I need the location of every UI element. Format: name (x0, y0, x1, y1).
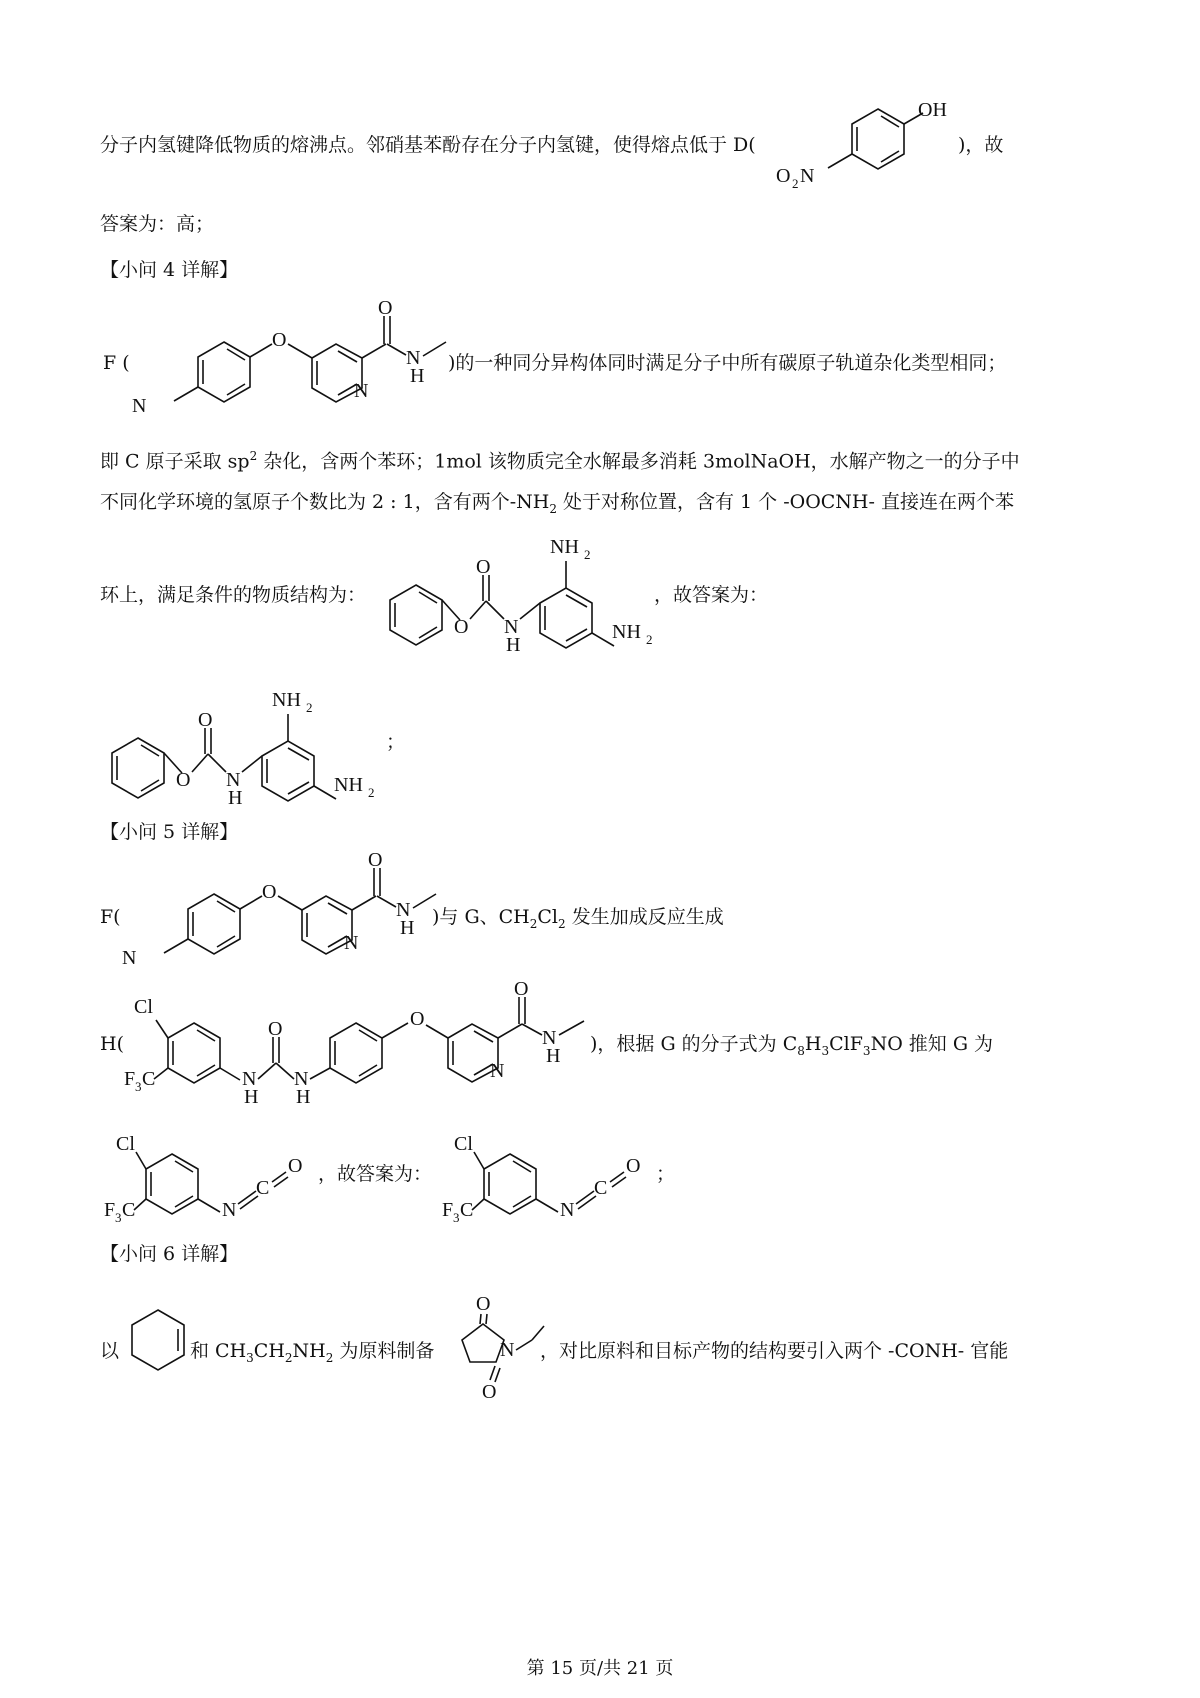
svg-text:O: O (776, 165, 791, 187)
amide-o: O (378, 297, 393, 319)
text-line: ，故答案为： (654, 584, 769, 606)
oh-label: OH (918, 99, 947, 121)
text-line: 即 C 原子采取 $sp^2$ 杂化，含两个苯环；1mol 该物质完全水解最多消耗 3molNaOH，水解产物之一的分子中 (100, 449, 1020, 473)
text-line: 和 $CH_3CH_2NH_2$ 为原料制备 (190, 1340, 435, 1365)
svg-text:O: O (482, 1381, 497, 1403)
compound-h-structure (118, 975, 608, 1110)
text-line: F( (100, 906, 121, 928)
ether-o: O (272, 329, 287, 351)
compound-f-structure (128, 297, 458, 420)
text-line: 分子内氢键降低物质的熔沸点。邻硝基苯酚存在分子内氢键，使得熔点低于 D( (100, 134, 756, 156)
svg-text:N: N (242, 1068, 257, 1090)
svg-text:O: O (288, 1155, 303, 1177)
text-line: 答案为：高； (100, 213, 215, 235)
svg-text:H: H (506, 634, 521, 656)
text-line: )与 G、$CH_2Cl_2$ 发生加成反应生成 (432, 906, 724, 931)
svg-text:N: N (504, 616, 519, 638)
svg-text:3: 3 (115, 1210, 122, 1225)
text-line: 不同化学环境的氢原子个数比为 2 : 1，含有两个$-NH_2$ 处于对称位置，含有 1 个 -OOCNH- 直接连在两个苯 (100, 491, 1014, 516)
isocyanate-structure-1 (100, 1122, 330, 1232)
text-line: 以 (100, 1340, 120, 1362)
svg-text:N: N (122, 947, 137, 969)
svg-text:2: 2 (646, 632, 653, 647)
section-heading: 【小问 5 详解】 (100, 821, 239, 843)
svg-text:Cl: Cl (454, 1133, 473, 1155)
svg-text:O: O (410, 1008, 425, 1030)
svg-text:N: N (560, 1199, 575, 1221)
svg-text:C: C (594, 1177, 608, 1199)
svg-text:N: N (226, 769, 241, 791)
pyridine-n: N (354, 380, 369, 402)
svg-text:O: O (454, 616, 469, 638)
svg-text:N: N (542, 1027, 557, 1049)
svg-text:C: C (122, 1199, 136, 1221)
svg-text:F: F (104, 1199, 116, 1221)
svg-text:C: C (460, 1199, 474, 1221)
svg-text:N: N (800, 165, 815, 187)
h2n-label: N (132, 395, 147, 417)
svg-text:N: N (222, 1199, 237, 1221)
svg-text:O: O (262, 881, 277, 903)
imide-n: N (500, 1339, 515, 1361)
svg-text:2: 2 (584, 547, 591, 562)
svg-text:H: H (244, 1086, 259, 1108)
svg-text:N: N (396, 899, 411, 921)
svg-text:O: O (514, 978, 529, 1000)
svg-text:C: C (142, 1068, 156, 1090)
svg-text:N: N (294, 1068, 309, 1090)
svg-text:H: H (296, 1086, 311, 1108)
svg-text:C: C (256, 1177, 270, 1199)
section-heading: 【小问 4 详解】 (100, 259, 239, 281)
text-line: ； (386, 731, 406, 753)
svg-text:O: O (268, 1018, 283, 1040)
svg-text:O: O (476, 556, 491, 578)
text-line: ，故答案为： (318, 1163, 433, 1185)
text-line: 环上，满足条件的物质结构为： (100, 584, 367, 606)
text-line: ； (656, 1163, 676, 1185)
svg-text:3: 3 (135, 1079, 142, 1094)
text-line: )，故 (958, 134, 1004, 156)
text-line: H( (100, 1033, 124, 1055)
svg-text:2: 2 (792, 176, 799, 191)
p-nitrophenol-structure (768, 96, 968, 196)
svg-text:O: O (176, 769, 191, 791)
svg-text:N: N (490, 1060, 505, 1082)
svg-text:O: O (476, 1293, 491, 1315)
svg-text:NH: NH (550, 536, 579, 558)
svg-text:N: N (344, 932, 359, 954)
text-line: ，对比原料和目标产物的结构要引入两个 -CONH- 官能 (540, 1340, 1009, 1362)
svg-text:H: H (546, 1045, 561, 1067)
svg-text:O: O (198, 709, 213, 731)
svg-text:NH: NH (612, 621, 641, 643)
isocyanate-structure-2 (438, 1122, 668, 1232)
carbamate-structure-1 (378, 525, 678, 665)
svg-text:O: O (626, 1155, 641, 1177)
svg-text:H: H (228, 787, 243, 809)
page-number: 第 15 页/共 21 页 (526, 1658, 674, 1679)
svg-text:3: 3 (453, 1210, 460, 1225)
section-heading: 【小问 6 详解】 (100, 1243, 239, 1265)
svg-text:Cl: Cl (116, 1133, 135, 1155)
svg-text:H: H (410, 365, 425, 387)
svg-text:NH: NH (272, 689, 301, 711)
svg-text:2: 2 (306, 700, 313, 715)
text-line: )的一种同分异构体同时满足分子中所有碳原子轨道杂化类型相同； (448, 352, 1007, 374)
text-line: F ( (103, 352, 130, 374)
n-ethylsuccinimide-structure (438, 1290, 548, 1405)
compound-f-structure-2 (118, 849, 448, 972)
svg-text:2: 2 (368, 785, 375, 800)
svg-text:H: H (400, 917, 415, 939)
cyclohexene-structure (120, 1300, 196, 1390)
svg-text:O: O (368, 849, 383, 871)
svg-text:F: F (442, 1199, 454, 1221)
carbamate-structure-2 (100, 678, 400, 818)
text-line: )，根据 G 的分子式为 $C_8H_3ClF_3NO$ 推知 G 为 (590, 1033, 994, 1058)
svg-text:F: F (124, 1068, 136, 1090)
cl-label: Cl (134, 996, 153, 1018)
svg-text:NH: NH (334, 774, 363, 796)
svg-text:N: N (406, 347, 421, 369)
